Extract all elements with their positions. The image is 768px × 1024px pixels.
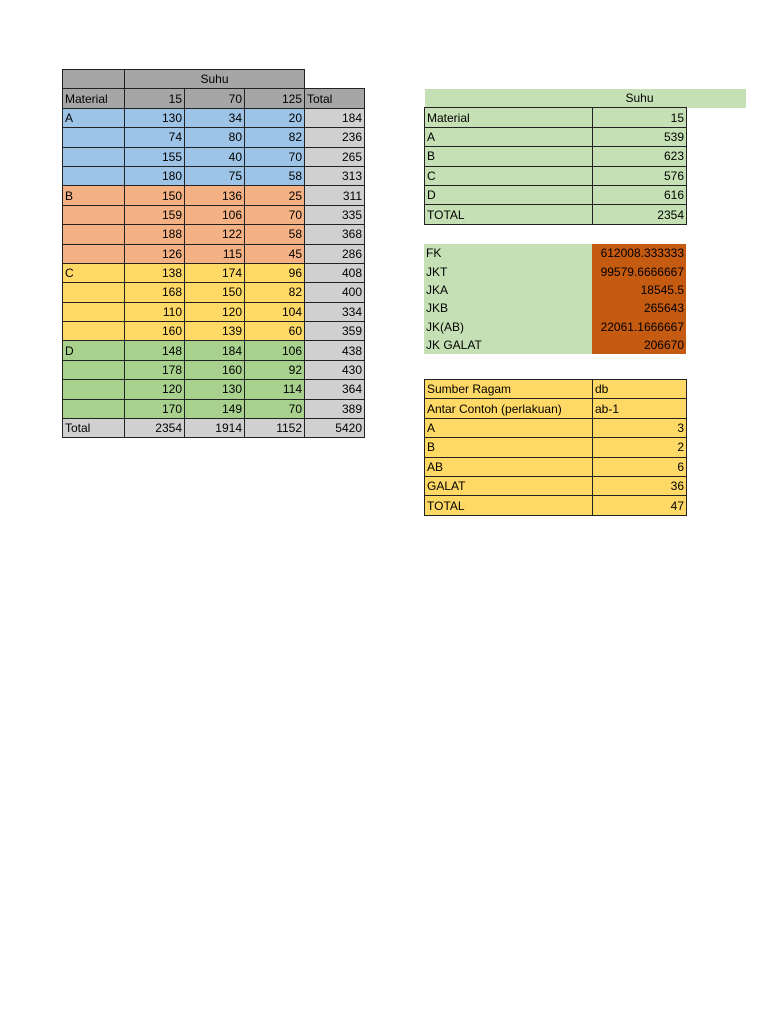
table-row [63, 302, 365, 321]
table-row [63, 263, 365, 282]
row-total-cell[interactable]: 236 [305, 128, 365, 147]
row-total-cell[interactable]: 364 [305, 380, 365, 399]
stats-label[interactable]: JK(AB) [424, 318, 592, 336]
stats-row [424, 299, 686, 317]
anova-row [425, 438, 687, 457]
data-cell[interactable]: 160 [185, 360, 245, 379]
ab-1-label[interactable]: ab-1 [593, 399, 687, 418]
row-total-cell[interactable]: 184 [305, 108, 365, 127]
stats-row [424, 281, 686, 299]
total-label[interactable]: Total [63, 419, 125, 438]
stats-label[interactable]: JKA [424, 281, 592, 299]
data-cell[interactable]: 188 [125, 225, 185, 244]
data-cell[interactable]: 150 [185, 283, 245, 302]
data-cell[interactable]: 114 [245, 380, 305, 399]
material-label-empty[interactable] [63, 244, 125, 263]
summary-15-header[interactable]: 15 [593, 108, 687, 127]
header-blank-cell[interactable] [63, 70, 125, 89]
row-total-cell[interactable]: 334 [305, 302, 365, 321]
data-cell[interactable]: 115 [185, 244, 245, 263]
data-cell[interactable]: 60 [245, 322, 305, 341]
row-total-cell[interactable]: 389 [305, 399, 365, 418]
stats-value[interactable]: 265643 [592, 299, 686, 317]
data-cell[interactable]: 180 [125, 166, 185, 185]
material-label-d[interactable]: D [63, 341, 125, 360]
table-row [63, 108, 365, 127]
table-row [63, 225, 365, 244]
column-header-row [63, 89, 365, 108]
stats-value[interactable]: 18545.5 [592, 281, 686, 299]
summary-value[interactable]: 2354 [593, 205, 687, 224]
table-row [63, 244, 365, 263]
material-label-empty[interactable] [63, 128, 125, 147]
summary-label[interactable]: C [425, 166, 593, 185]
row-total-cell[interactable]: 359 [305, 322, 365, 341]
row-total-cell[interactable]: 438 [305, 341, 365, 360]
row-total-cell[interactable]: 265 [305, 147, 365, 166]
anova-row [425, 457, 687, 476]
anova-db-value[interactable]: 47 [593, 496, 687, 515]
anova-source-label[interactable]: B [425, 438, 593, 457]
grand-total-row [63, 419, 365, 438]
data-cell[interactable]: 120 [185, 302, 245, 321]
material-label-empty[interactable] [63, 225, 125, 244]
summary-row [425, 127, 687, 146]
data-cell[interactable]: 139 [185, 322, 245, 341]
anova-source-label[interactable]: AB [425, 457, 593, 476]
empty-cell [305, 70, 365, 89]
table-row [63, 283, 365, 302]
stats-row [424, 336, 686, 354]
main-data-table [62, 69, 365, 438]
header-fill-extension [686, 89, 746, 108]
data-cell[interactable]: 130 [185, 380, 245, 399]
table-row [63, 147, 365, 166]
material-label-empty[interactable] [63, 147, 125, 166]
table-row [63, 341, 365, 360]
anova-subheader-row [425, 399, 687, 418]
summary-value[interactable]: 576 [593, 166, 687, 185]
table-row [63, 166, 365, 185]
material-label-empty[interactable] [63, 360, 125, 379]
summary-value[interactable]: 616 [593, 185, 687, 204]
stats-label[interactable]: JKB [424, 299, 592, 317]
row-total-cell[interactable]: 408 [305, 263, 365, 282]
material-label-empty[interactable] [63, 380, 125, 399]
summary-label[interactable]: D [425, 185, 593, 204]
stats-value[interactable]: 612008.333333 [592, 244, 686, 262]
data-cell[interactable]: 20 [245, 108, 305, 127]
anova-db-value[interactable]: 36 [593, 476, 687, 495]
antar-contoh-label[interactable]: Antar Contoh (perlakuan) [425, 399, 593, 418]
anova-source-label[interactable]: A [425, 418, 593, 437]
data-cell[interactable]: 168 [125, 283, 185, 302]
summary-row [425, 166, 687, 185]
anova-header-row [425, 380, 687, 399]
data-cell[interactable]: 170 [125, 399, 185, 418]
stats-row [424, 318, 686, 336]
summary-label[interactable]: B [425, 147, 593, 166]
summary-row [425, 147, 687, 166]
summary-label[interactable]: A [425, 127, 593, 146]
data-cell[interactable]: 96 [245, 263, 305, 282]
summary-suhu-header[interactable]: Suhu [593, 89, 687, 108]
temp-70-header[interactable]: 70 [185, 89, 245, 108]
row-total-cell[interactable]: 311 [305, 186, 365, 205]
stats-row [424, 244, 686, 262]
column-total-cell[interactable]: 1914 [185, 419, 245, 438]
data-cell[interactable]: 160 [125, 322, 185, 341]
stats-value[interactable]: 206670 [592, 336, 686, 354]
summary-header-row [425, 108, 687, 127]
row-total-cell[interactable]: 430 [305, 360, 365, 379]
anova-table [424, 379, 687, 516]
stats-value[interactable]: 22061.1666667 [592, 318, 686, 336]
data-cell[interactable]: 45 [245, 244, 305, 263]
table-row [63, 360, 365, 379]
material-label-empty[interactable] [63, 166, 125, 185]
table-row [63, 186, 365, 205]
data-cell[interactable]: 58 [245, 166, 305, 185]
anova-source-label[interactable]: TOTAL [425, 496, 593, 515]
summary-table [424, 89, 687, 225]
data-cell[interactable]: 138 [125, 263, 185, 282]
summary-group-row [425, 89, 687, 108]
data-cell[interactable]: 82 [245, 128, 305, 147]
data-cell[interactable]: 130 [125, 108, 185, 127]
data-cell[interactable]: 126 [125, 244, 185, 263]
data-cell[interactable]: 122 [185, 225, 245, 244]
data-cell[interactable]: 148 [125, 341, 185, 360]
anova-row [425, 476, 687, 495]
stats-label[interactable]: FK [424, 244, 592, 262]
data-cell[interactable]: 80 [185, 128, 245, 147]
column-total-cell[interactable]: 2354 [125, 419, 185, 438]
summary-material-header[interactable]: Material [425, 108, 593, 127]
data-cell[interactable]: 82 [245, 283, 305, 302]
stats-label[interactable]: JKT [424, 262, 592, 280]
material-label-b[interactable]: B [63, 186, 125, 205]
column-total-cell[interactable]: 5420 [305, 419, 365, 438]
material-label-empty[interactable] [63, 283, 125, 302]
data-cell[interactable]: 120 [125, 380, 185, 399]
table-row [63, 322, 365, 341]
summary-label[interactable]: TOTAL [425, 205, 593, 224]
data-cell[interactable]: 70 [245, 205, 305, 224]
table-row [63, 128, 365, 147]
data-cell[interactable]: 110 [125, 302, 185, 321]
column-total-cell[interactable]: 1152 [245, 419, 305, 438]
data-cell[interactable]: 159 [125, 205, 185, 224]
data-cell[interactable]: 40 [185, 147, 245, 166]
data-cell[interactable]: 70 [245, 399, 305, 418]
anova-db-value[interactable]: 6 [593, 457, 687, 476]
material-label-a[interactable]: A [63, 108, 125, 127]
material-label-empty[interactable] [63, 399, 125, 418]
data-cell[interactable]: 136 [185, 186, 245, 205]
temp-125-header[interactable]: 125 [245, 89, 305, 108]
anova-row [425, 418, 687, 437]
data-cell[interactable]: 74 [125, 128, 185, 147]
table-row [63, 205, 365, 224]
stats-row [424, 262, 686, 280]
data-cell[interactable]: 149 [185, 399, 245, 418]
suhu-group-header[interactable]: Suhu [125, 70, 305, 89]
data-cell[interactable]: 58 [245, 225, 305, 244]
row-total-cell[interactable]: 400 [305, 283, 365, 302]
data-cell[interactable]: 92 [245, 360, 305, 379]
summary-value[interactable]: 539 [593, 127, 687, 146]
material-header[interactable]: Material [63, 89, 125, 108]
material-label-empty[interactable] [63, 302, 125, 321]
table-row [63, 399, 365, 418]
anova-row [425, 496, 687, 515]
total-header[interactable]: Total [305, 89, 365, 108]
data-cell[interactable]: 184 [185, 341, 245, 360]
anova-db-value[interactable]: 2 [593, 438, 687, 457]
temp-15-header[interactable]: 15 [125, 89, 185, 108]
data-cell[interactable]: 106 [245, 341, 305, 360]
sumber-ragam-header[interactable]: Sumber Ragam [425, 380, 593, 399]
anova-db-value[interactable]: 3 [593, 418, 687, 437]
material-label-c[interactable]: C [63, 263, 125, 282]
material-label-empty[interactable] [63, 205, 125, 224]
header-group-row [63, 70, 365, 89]
summary-value[interactable]: 623 [593, 147, 687, 166]
data-cell[interactable]: 178 [125, 360, 185, 379]
data-cell[interactable]: 25 [245, 186, 305, 205]
summary-blank-cell[interactable] [425, 89, 593, 108]
data-cell[interactable]: 155 [125, 147, 185, 166]
summary-row [425, 185, 687, 204]
row-total-cell[interactable]: 313 [305, 166, 365, 185]
row-total-cell[interactable]: 368 [305, 225, 365, 244]
row-total-cell[interactable]: 286 [305, 244, 365, 263]
material-label-empty[interactable] [63, 322, 125, 341]
data-cell[interactable]: 150 [125, 186, 185, 205]
data-cell[interactable]: 70 [245, 147, 305, 166]
table-row [63, 380, 365, 399]
data-cell[interactable]: 104 [245, 302, 305, 321]
row-total-cell[interactable]: 335 [305, 205, 365, 224]
summary-row [425, 205, 687, 224]
stats-table [424, 244, 686, 354]
db-header[interactable]: db [593, 380, 687, 399]
data-cell[interactable]: 75 [185, 166, 245, 185]
data-cell[interactable]: 34 [185, 108, 245, 127]
stats-label[interactable]: JK GALAT [424, 336, 592, 354]
data-cell[interactable]: 106 [185, 205, 245, 224]
anova-source-label[interactable]: GALAT [425, 476, 593, 495]
stats-value[interactable]: 99579.6666667 [592, 262, 686, 280]
data-cell[interactable]: 174 [185, 263, 245, 282]
